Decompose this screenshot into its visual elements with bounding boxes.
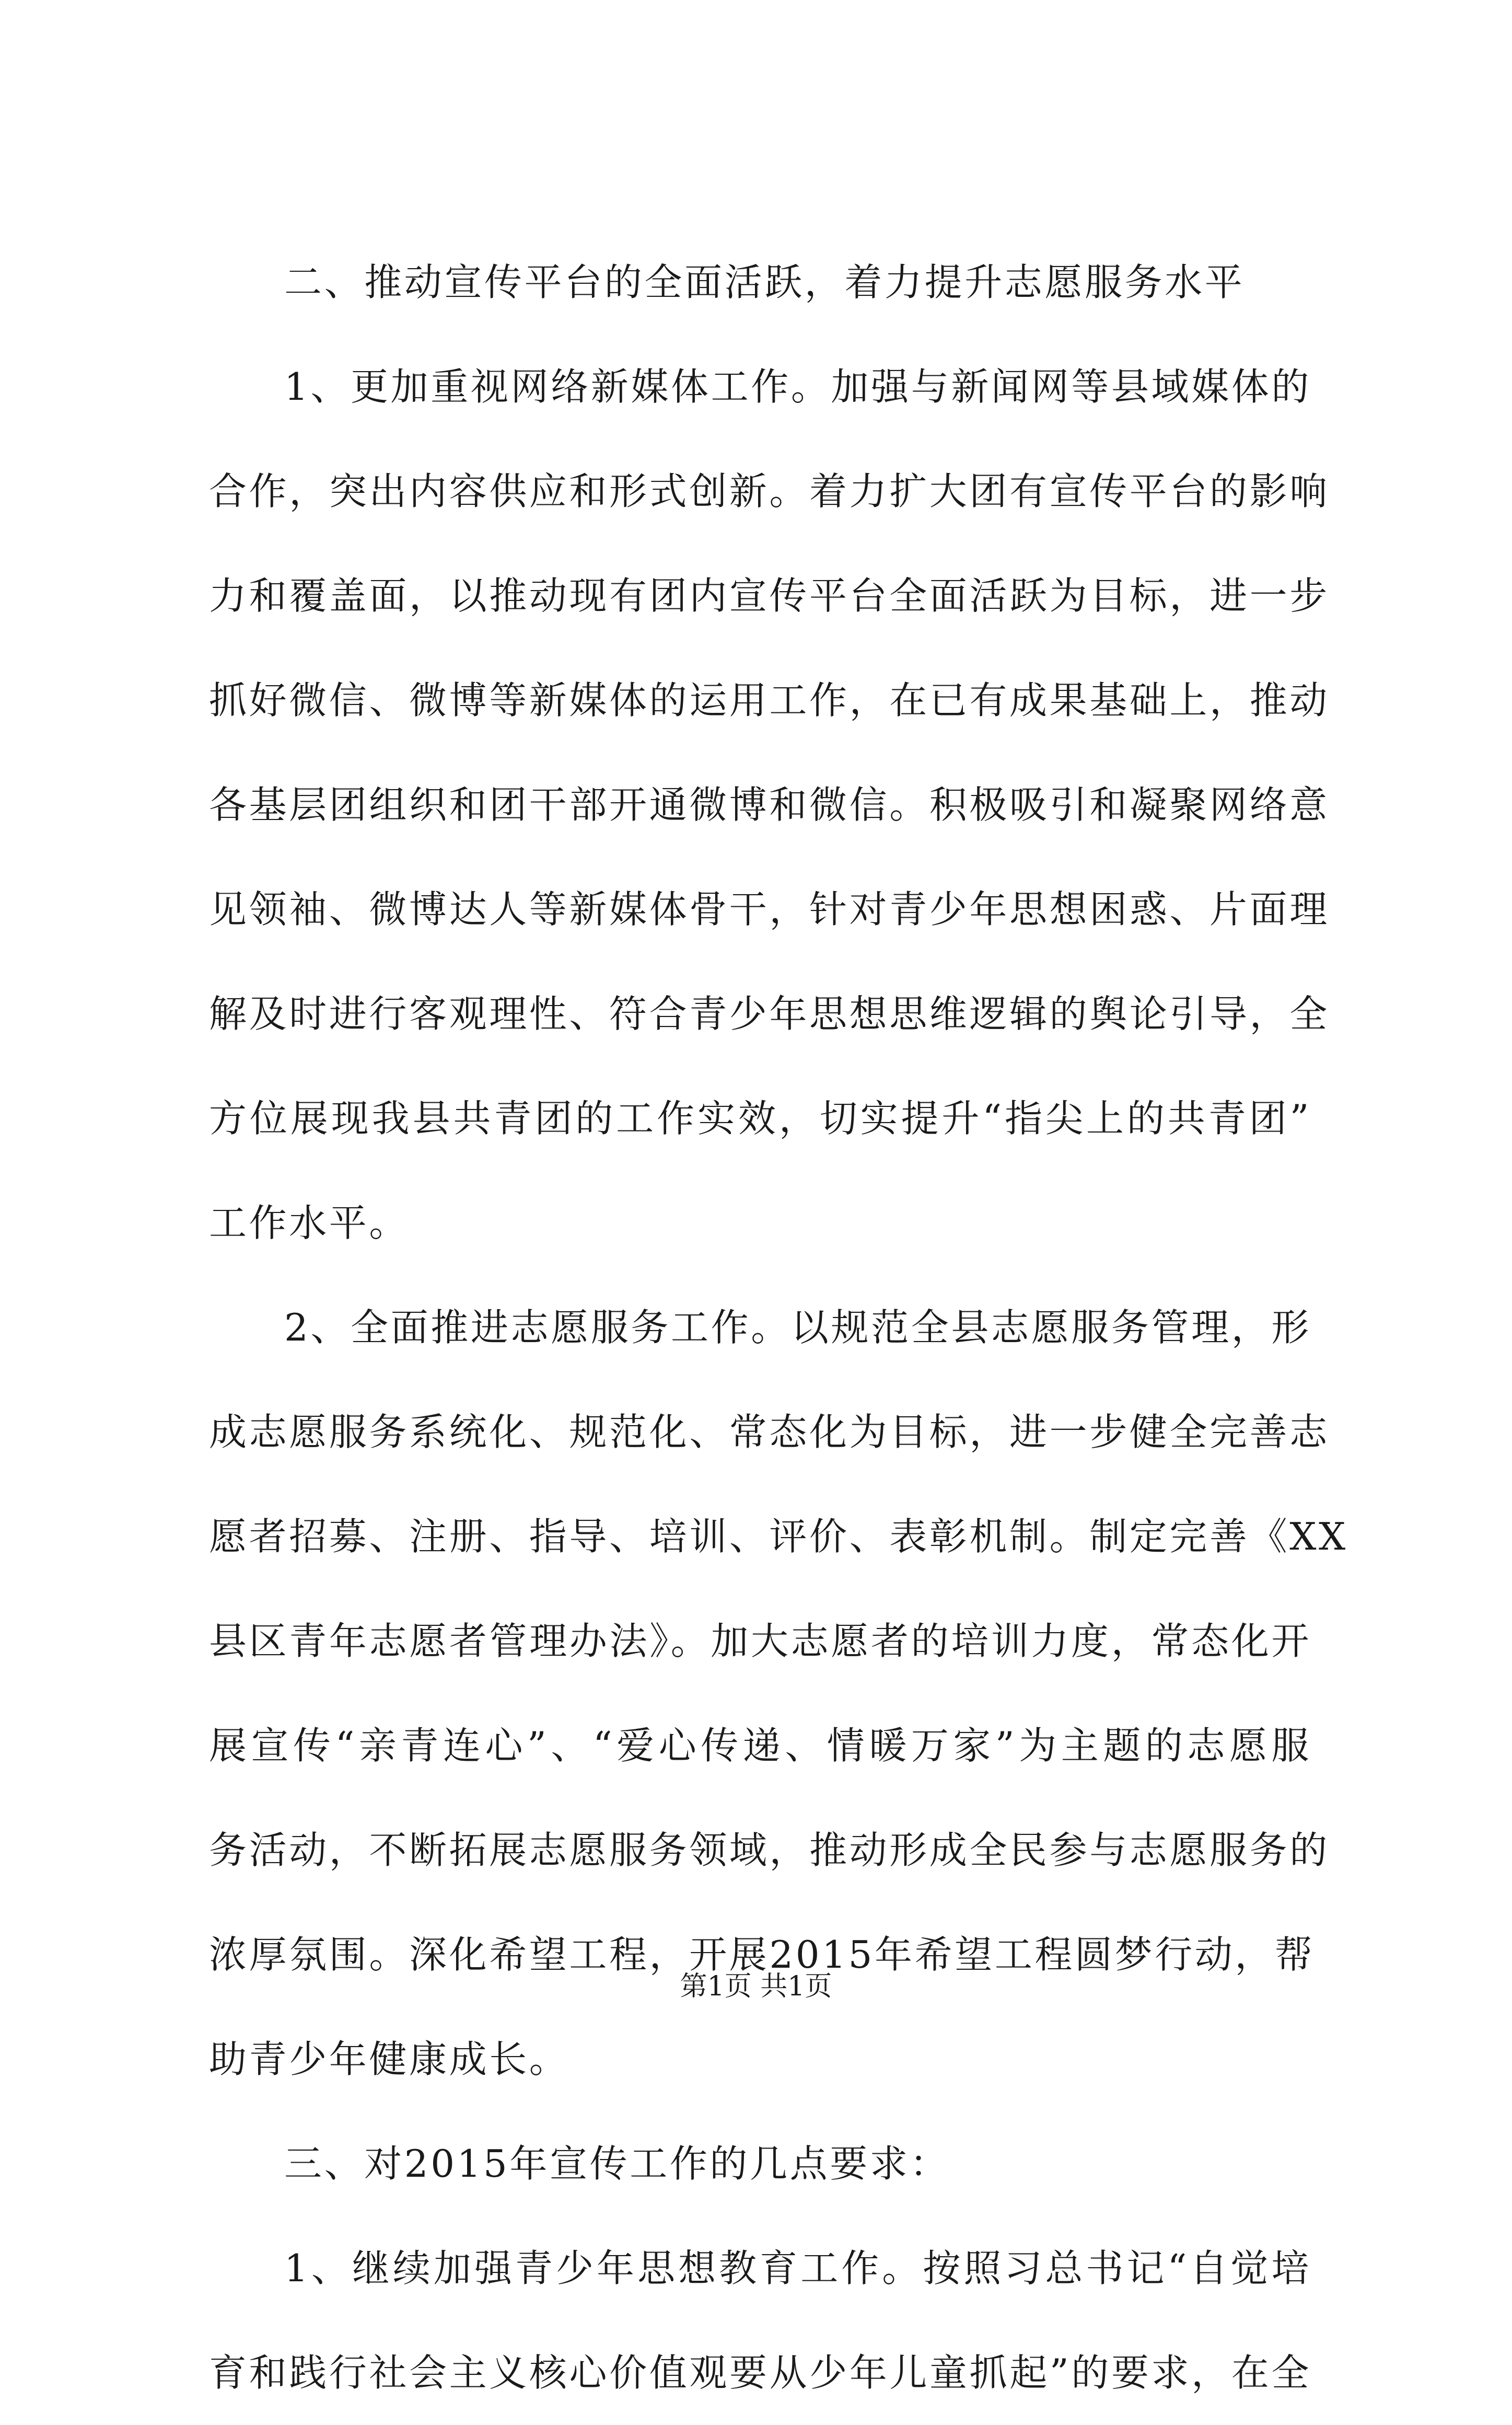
paragraph-line: 各基层团组织和团干部开通微博和微信。积极吸引和凝聚网络意 [209, 783, 1330, 827]
section-heading-3: 三、对2015年宣传工作的几点要求： [284, 2142, 950, 2186]
paragraph-line: 2、全面推进志愿服务工作。以规范全县志愿服务管理，形 [284, 1306, 1311, 1349]
paragraph-line: 1、更加重视网络新媒体工作。加强与新闻网等县域媒体的 [284, 365, 1311, 409]
paragraph-line: 抓好微信、微博等新媒体的运用工作，在已有成果基础上，推动 [209, 678, 1330, 722]
paragraph-line: 浓厚氛围。深化希望工程，开展2015年希望工程圆梦行动，帮 [209, 1933, 1315, 1977]
page-footer [0, 1968, 1512, 2005]
document-body [209, 230, 1348, 2425]
paragraph-line: 解及时进行客观理性、符合青少年思想思维逻辑的舆论引导，全 [209, 992, 1330, 1036]
paragraph-line: 力和覆盖面，以推动现有团内宣传平台全面活跃为目标，进一步 [209, 574, 1330, 618]
paragraph-line: 工作水平。 [209, 1201, 410, 1245]
section-heading-2: 二、推动宣传平台的全面活跃，着力提升志愿服务水平 [284, 260, 1245, 304]
paragraph-line: 1、继续加强青少年思想教育工作。按照习总书记“自觉培 [284, 2246, 1311, 2290]
paragraph-line: 县区青年志愿者管理办法》。加大志愿者的培训力度，常态化开 [209, 1619, 1311, 1663]
paragraph-line: 成志愿服务系统化、规范化、常态化为目标，进一步健全完善志 [209, 1410, 1330, 1454]
paragraph-line: 育和践行社会主义核心价值观要从少年儿童抓起”的要求，在全 [209, 2351, 1311, 2395]
page-number: 第1页 共1页 [680, 1971, 832, 2002]
paragraph-line: 见领袖、微博达人等新媒体骨干，针对青少年思想困惑、片面理 [209, 887, 1330, 931]
paragraph-line: 务活动，不断拓展志愿服务领域，推动形成全民参与志愿服务的 [209, 1828, 1330, 1872]
paragraph-line: 愿者招募、注册、指导、培训、评价、表彰机制。制定完善《XX [209, 1515, 1348, 1558]
paragraph-line: 展宣传“亲青连心”、“爱心传递、情暖万家”为主题的志愿服 [209, 1724, 1311, 1768]
paragraph-line: 合作，突出内容供应和形式创新。着力扩大团有宣传平台的影响 [209, 469, 1330, 513]
paragraph-line: 方位展现我县共青团的工作实效，切实提升“指尖上的共青团” [209, 1096, 1311, 1140]
paragraph-line: 助青少年健康成长。 [209, 2037, 569, 2081]
